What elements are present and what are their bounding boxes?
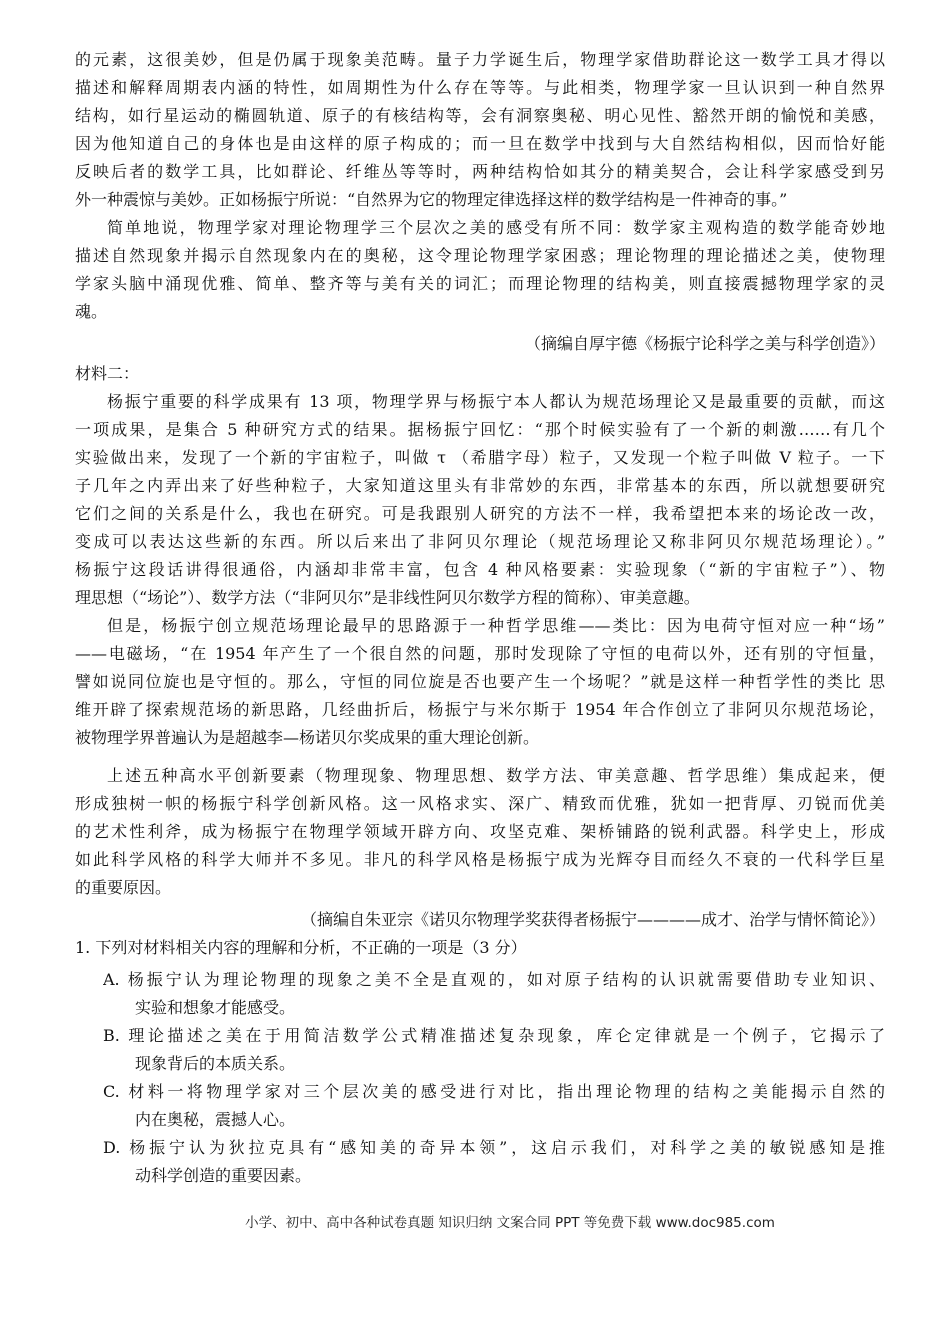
- text-line: 外一种震惊与美妙。正如杨振宁所说：“自然界为它的物理定律选择这样的数学结构是一件神奇的事。”: [75, 190, 788, 209]
- text-line: B. 理论描述之美在于用简洁数学公式精准描述复杂现象，库仑定律就是一个例子，它揭示了: [103, 1026, 885, 1045]
- text-line: 维开辟了探索规范场的新思路，几经曲折后，杨振宁与米尔斯于 1954 年合作创立了非阿贝尔规范场论，: [75, 700, 885, 719]
- text-line: 杨振宁重要的科学成果有 13 项，物理学界与杨振宁本人都认为规范场理论又是最重要的贡献，而这: [107, 392, 885, 411]
- text-line: 形成独树一帜的杨振宁科学创新风格。这一风格求实、深广、精致而优雅，犹如一把背厚、刃锐而优美: [75, 794, 885, 813]
- text-line: C. 材料一将物理学家对三个层次美的感受进行对比，指出理论物理的结构之美能揭示自然的: [103, 1082, 885, 1101]
- text-line: 动科学创造的重要因素。: [135, 1166, 312, 1185]
- text-line: 但是，杨振宁创立规范场理论最早的思路源于一种哲学思维——类比：因为电荷守恒对应一种“场”: [107, 616, 885, 635]
- text-line: 变成可以表达这些新的东西。所以后来出了非阿贝尔理论（规范场理论又称非阿贝尔规范场理论）。”: [75, 532, 885, 551]
- text-line: 的重要原因。: [75, 878, 172, 897]
- text-line: 因为他知道自己的身体也是由这样的原子构成的；而一旦在数学中找到与大自然结构相似，因而恰好能: [75, 134, 885, 153]
- text-line: 学家头脑中涌现优雅、简单、整齐等与美有关的词汇；而理论物理的结构美，则直接震撼物理学家的灵: [75, 274, 885, 293]
- text-line: 上述五种高水平创新要素（物理现象、物理思想、数学方法、审美意趣、哲学思维）集成起来，便: [107, 766, 885, 785]
- text-line: 结构，如行星运动的椭圆轨道、原子的有核结构等，会有洞察奥秘、明心见性、豁然开朗的愉悦和美感，: [75, 106, 885, 125]
- text-line: ——电磁场，“在 1954 年产生了一个很自然的问题，那时发现除了守恒的电荷以外，还有别的守恒量，: [75, 644, 885, 663]
- text-line: 反映后者的数学工具，比如群论、纤维丛等等时，两种结构恰如其分的精美契合，会让科学家感受到另: [75, 162, 885, 181]
- text-line: 简单地说，物理学家对理论物理学三个层次之美的感受有所不同：数学家主观构造的数学能奇妙地: [107, 218, 885, 237]
- text-line: 内在奥秘，震撼人心。: [135, 1110, 296, 1129]
- text-line: 实验做出来，发现了一个新的宇宙粒子，叫做 τ （希腊字母）粒子，又发现一个粒子叫做 V 粒子。一下: [75, 448, 885, 467]
- text-line: 魂。: [75, 302, 108, 321]
- text-line: 理思想（“场论”）、数学方法（“非阿贝尔”是非线性阿贝尔数学方程的简称）、审美意趣。: [75, 588, 700, 607]
- text-line: 杨振宁这段话讲得很通俗，内涵却非常丰富，包含 4 种风格要素：实验现象（“新的宇宙粒子”）、物: [75, 560, 885, 579]
- text-line: D. 杨振宁认为狄拉克具有“感知美的奇异本领”，这启示我们，对科学之美的敏锐感知是推: [103, 1138, 885, 1157]
- text-line: 譬如说同位旋也是守恒的。那么，守恒的同位旋是否也要产生一个场呢？”就是这样一种哲学性的类比 思: [75, 672, 885, 691]
- text-line: 描述自然现象并揭示自然现象内在的奥秘，这令理论物理学家困惑；理论物理的理论描述之美，使物理: [75, 246, 885, 265]
- text-line: （摘编自朱亚宗《诺贝尔物理学奖获得者杨振宁————成才、治学与情怀简论》）: [300, 910, 885, 929]
- text-line: 现象背后的本质关系。: [135, 1054, 296, 1073]
- page-footer: 小学、初中、高中各种试卷真题 知识归纳 文案合同 PPT 等免费下载 www.doc985.com: [245, 1215, 775, 1231]
- text-line: 材料二：: [75, 364, 140, 383]
- text-line: 描述和解释周期表内涵的特性，如周期性为什么存在等等。与此相类，物理学家一旦认识到一种自然界: [75, 78, 885, 97]
- text-line: 被物理学界普遍认为是超越李—杨诺贝尔奖成果的重大理论创新。: [75, 728, 540, 747]
- text-line: 一项成果，是集合 5 种研究方式的结果。据杨振宁回忆：“那个时候实验有了一个新的刺激……有几个: [75, 420, 885, 439]
- text-line: 如此科学风格的科学大师并不多见。非凡的科学风格是杨振宁成为光辉夺目而经久不衰的一代科学巨星: [75, 850, 885, 869]
- text-line: 的艺术性利斧，成为杨振宁在物理学领域开辟方向、攻坚克难、架桥铺路的锐利武器。科学史上，形成: [75, 822, 885, 841]
- text-line: 1. 下列对材料相关内容的理解和分析，不正确的一项是（3 分）: [75, 938, 527, 957]
- text-line: A. 杨振宁认为理论物理的现象之美不全是直观的，如对原子结构的认识就需要借助专业知识、: [103, 970, 885, 989]
- text-line: 子几年之内弄出来了好些种粒子，大家知道这里头有非常妙的东西，非常基本的东西，所以就想要研究: [75, 476, 885, 495]
- text-line: 的元素，这很美妙，但是仍属于现象美范畴。量子力学诞生后，物理学家借助群论这一数学工具才得以: [75, 50, 885, 69]
- text-line: （摘编自厚宇德《杨振宁论科学之美与科学创造》）: [524, 334, 885, 353]
- text-line: 它们之间的关系是什么，我也在研究。可是我跟别人研究的方法不一样，我希望把本来的场论改一改，: [75, 504, 885, 523]
- text-line: 实验和想象才能感受。: [135, 998, 296, 1017]
